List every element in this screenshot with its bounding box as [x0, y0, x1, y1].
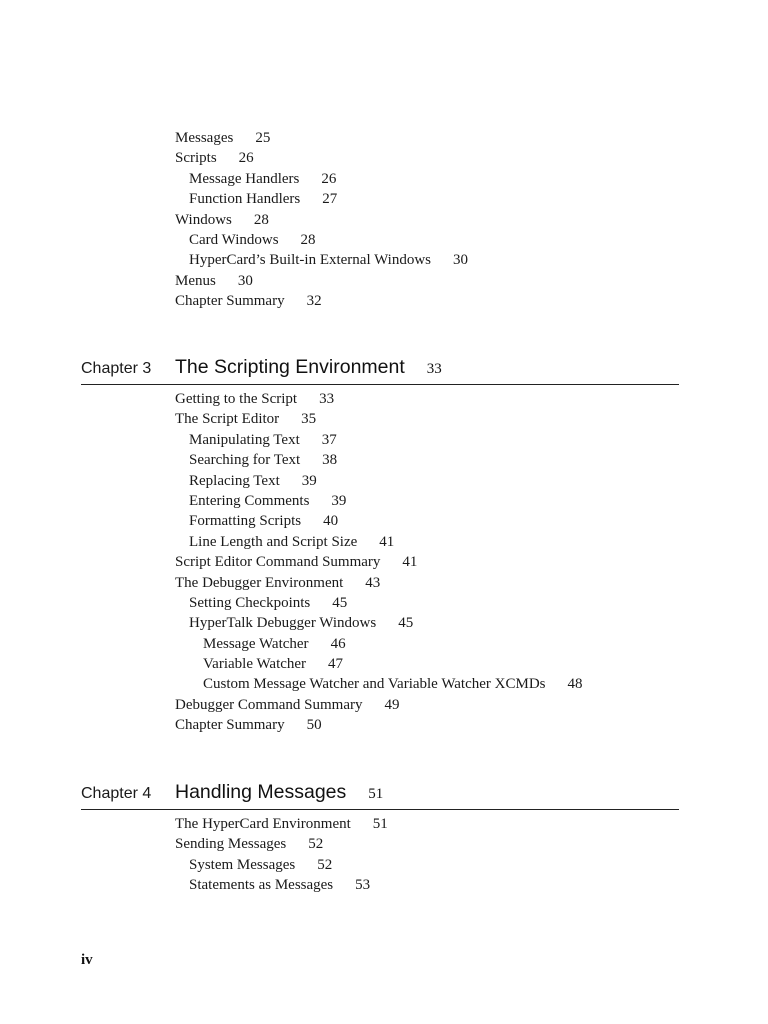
- toc-entry-page: 45: [398, 615, 414, 632]
- toc-entry-title: Card Windows: [189, 231, 279, 248]
- toc-entry-title: Function Handlers: [189, 191, 301, 208]
- toc-entry-page: 46: [330, 635, 346, 652]
- toc-entry-title: Manipulating Text: [189, 431, 300, 448]
- toc-entry[interactable]: [175, 715, 583, 735]
- toc-entry[interactable]: [175, 230, 468, 250]
- toc-entry-title: Statements as Messages: [189, 877, 334, 894]
- toc-entry[interactable]: [175, 250, 468, 270]
- toc-list-continued: [175, 128, 468, 312]
- toc-entry-page: 47: [328, 656, 344, 673]
- chapter-title: [175, 781, 383, 804]
- toc-entry-title: Sending Messages: [175, 836, 287, 853]
- toc-entry[interactable]: [175, 593, 583, 613]
- toc-entry[interactable]: [175, 471, 583, 491]
- chapter-title-text: Handling Messages: [175, 781, 347, 803]
- toc-entry-page: 52: [308, 836, 324, 853]
- toc-entry-page: 26: [238, 150, 254, 167]
- toc-list-chapter-3: [175, 389, 583, 736]
- toc-entry-page: 28: [253, 211, 269, 228]
- toc-entry-title: Windows: [175, 211, 232, 228]
- toc-entry[interactable]: [175, 491, 583, 511]
- toc-entry[interactable]: [175, 169, 468, 189]
- toc-entry-page: 30: [237, 272, 253, 289]
- toc-entry[interactable]: [175, 654, 583, 674]
- toc-entry-page: 39: [301, 472, 317, 489]
- chapter-label: Chapter 3: [81, 360, 152, 377]
- toc-entry-title: Message Handlers: [189, 170, 300, 187]
- toc-entry-page: 28: [300, 231, 316, 248]
- toc-entry-page: 45: [332, 594, 348, 611]
- toc-entry-title: The Script Editor: [175, 411, 280, 428]
- toc-entry-title: Getting to the Script: [175, 391, 298, 407]
- toc-entry-page: 27: [322, 191, 338, 208]
- toc-entry-page: 49: [384, 696, 400, 713]
- toc-entry[interactable]: [175, 271, 468, 291]
- toc-entry-title: Replacing Text: [189, 472, 280, 489]
- toc-entry[interactable]: [175, 128, 468, 148]
- toc-entry-title: The HyperCard Environment: [175, 816, 351, 832]
- toc-entry-page: 52: [317, 856, 333, 873]
- toc-entry-page: 35: [301, 411, 317, 428]
- chapter-page-number: 33: [426, 361, 442, 377]
- chapter-title: [175, 356, 442, 379]
- toc-entry[interactable]: [175, 834, 388, 854]
- toc-entry-title: System Messages: [189, 856, 296, 873]
- toc-entry-page: 50: [306, 717, 322, 734]
- toc-entry-title: Custom Message Watcher and Variable Watcher XCMDs: [203, 676, 546, 693]
- toc-entry[interactable]: [175, 634, 583, 654]
- toc-entry[interactable]: [175, 695, 583, 715]
- toc-entry-page: 39: [331, 492, 347, 509]
- toc-entry-title: Script Editor Command Summary: [175, 554, 381, 571]
- toc-entry-title: HyperCard’s Built-in External Windows: [189, 252, 431, 269]
- toc-entry[interactable]: [175, 552, 583, 572]
- toc-entry[interactable]: [175, 450, 583, 470]
- toc-entry-page: 25: [255, 130, 271, 146]
- page-folio: iv: [81, 952, 93, 968]
- toc-entry-title: Scripts: [175, 150, 217, 167]
- chapter-4-heading: [81, 779, 679, 810]
- toc-entry[interactable]: [175, 511, 583, 531]
- toc-entry[interactable]: [175, 532, 583, 552]
- toc-entry-title: HyperTalk Debugger Windows: [189, 615, 377, 632]
- toc-entry[interactable]: [175, 613, 583, 633]
- toc-entry-page: 26: [321, 170, 337, 187]
- toc-entry[interactable]: [175, 674, 583, 694]
- toc-entry-title: Chapter Summary: [175, 717, 285, 734]
- toc-entry-page: 41: [402, 554, 418, 571]
- toc-entry[interactable]: [175, 189, 468, 209]
- toc-entry-title: Formatting Scripts: [189, 513, 302, 530]
- toc-entry-page: 43: [365, 574, 381, 591]
- toc-entry-title: Searching for Text: [189, 452, 301, 469]
- toc-entry-title: Variable Watcher: [203, 656, 307, 673]
- toc-entry-title: Message Watcher: [203, 635, 309, 652]
- chapter-title-text: The Scripting Environment: [175, 356, 405, 378]
- toc-entry[interactable]: [175, 430, 583, 450]
- toc-entry[interactable]: [175, 814, 388, 834]
- toc-entry-page: 30: [453, 252, 468, 269]
- toc-entry-page: 38: [322, 452, 338, 469]
- toc-entry-page: 51: [372, 816, 388, 832]
- toc-entry[interactable]: [175, 291, 468, 311]
- toc-entry-title: Chapter Summary: [175, 293, 285, 310]
- toc-entry-page: 40: [323, 513, 339, 530]
- toc-entry-page: 33: [319, 391, 335, 407]
- toc-entry-page: 32: [306, 293, 322, 310]
- toc-list-chapter-4: [175, 814, 388, 896]
- toc-entry[interactable]: [175, 875, 388, 895]
- chapter-page-number: 51: [368, 786, 384, 802]
- chapter-label: Chapter 4: [81, 785, 152, 802]
- toc-entry-page: 37: [321, 431, 337, 448]
- toc-entry[interactable]: [175, 855, 388, 875]
- toc-entry-page: 48: [567, 676, 583, 693]
- toc-entry-title: Entering Comments: [189, 492, 310, 509]
- toc-entry-title: Menus: [175, 272, 216, 289]
- toc-entry-title: Debugger Command Summary: [175, 696, 363, 713]
- toc-entry-page: 53: [355, 877, 371, 894]
- chapter-3-heading: [81, 354, 679, 385]
- toc-entry[interactable]: [175, 409, 583, 429]
- toc-entry-title: Setting Checkpoints: [189, 594, 311, 611]
- toc-entry[interactable]: [175, 210, 468, 230]
- toc-entry-page: 41: [379, 533, 395, 550]
- toc-entry[interactable]: [175, 148, 468, 168]
- toc-entry-title: The Debugger Environment: [175, 574, 344, 591]
- toc-entry-title: Messages: [175, 130, 234, 146]
- toc-entry[interactable]: [175, 389, 583, 409]
- toc-entry[interactable]: [175, 573, 583, 593]
- toc-entry-title: Line Length and Script Size: [189, 533, 358, 550]
